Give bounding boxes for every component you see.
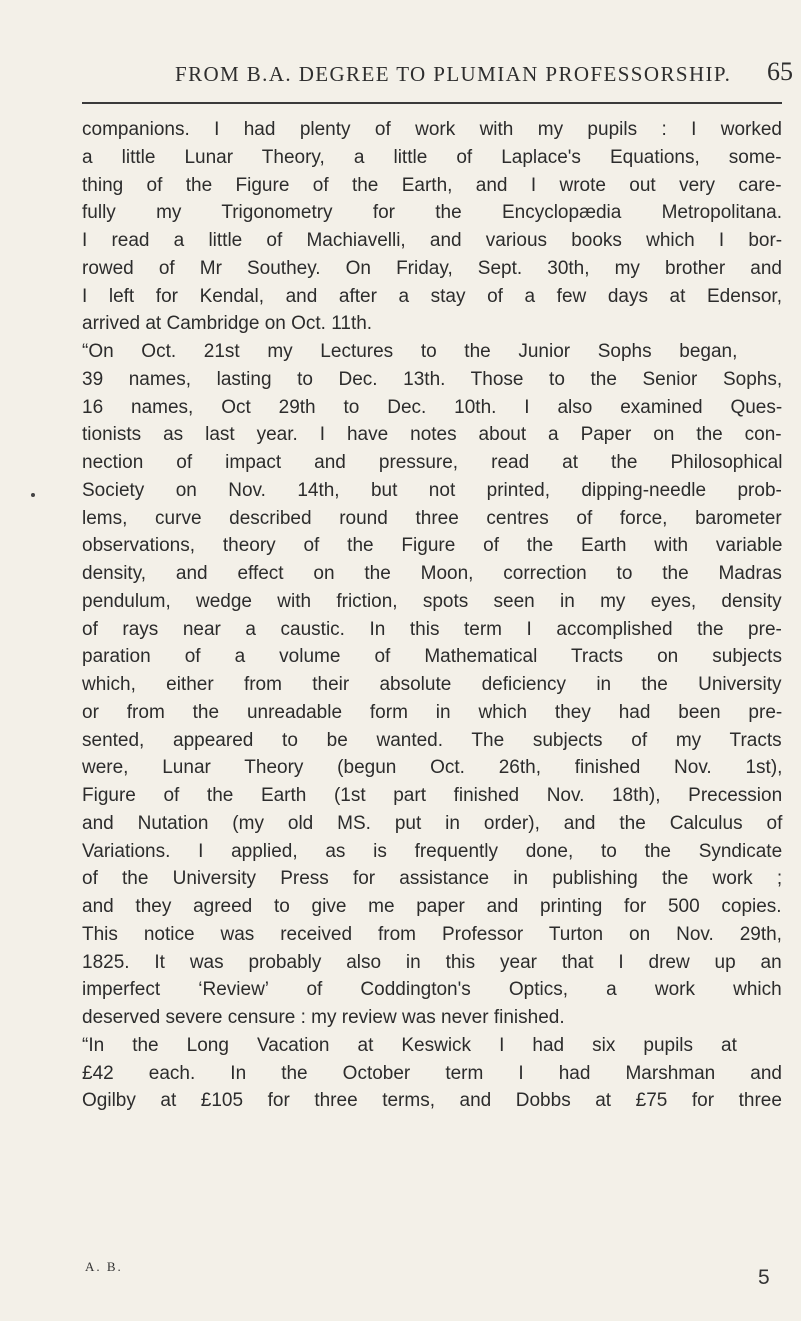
running-head [0,52,801,96]
text-line: Variations. I applied, as is frequently done, to the Syndicate [82,840,783,862]
text-line: tionists as last year. I have notes about a Paper on the con- [82,424,782,446]
text-line: sented, appeared to be wanted. The subjects of my Tracts [82,729,782,751]
text-line: or from the unreadable form in which they had been pre- [82,701,783,723]
text-line: and Nutation (my old MS. put in order), and the Calculus of [82,812,783,834]
text-line: thing of the Figure of the Earth, and I wrote out very care- [82,174,782,196]
text-line: companions. I had plenty of work with my pupils : I worked [82,119,782,140]
text-line: arrived at Cambridge on Oct. 11th. [82,313,373,335]
text-line: nection of impact and pressure, read at the Philosophical [82,452,783,473]
text-line: imperfect ‘Review’ of Coddington's Optics, a work which [82,979,782,1001]
text-line: 1825. It was probably also in this year that I drew up an [82,951,782,973]
text-line: observations, theory of the Figure of the Earth with variable [82,535,783,557]
running-title: FROM B.A. DEGREE TO PLUMIAN PROFESSORSHIP. [175,62,732,86]
text-line: density, and effect on the Moon, correction to the Madras [82,563,782,584]
text-line: paration of a volume of Mathematical Tracts on subjects [82,646,782,668]
text-line: which, either from their absolute deficiency in the University [82,674,782,695]
text-line: “In the Long Vacation at Keswick I had six pupils at [82,1034,737,1056]
text-line: of rays near a caustic. In this term I accomplished the pre- [82,618,782,640]
text-line: lems, curve described round three centres of force, barometer [82,507,782,529]
text-line: a little Lunar Theory, a little of Laplace's Equations, some- [82,146,782,168]
signature-number: 5 [758,1266,770,1289]
text-line: I read a little of Machiavelli, and various books which I bor- [82,230,783,251]
header-rule [82,102,782,104]
text-line: 16 names, Oct 29th to Dec. 10th. I also examined Ques- [82,396,783,418]
page-number: 65 [767,57,793,86]
text-line: were, Lunar Theory (begun Oct. 26th, finished Nov. 1st), [82,757,783,779]
text-line: rowed of Mr Southey. On Friday, Sept. 30th, my brother and [82,257,782,279]
margin-mark [31,493,35,497]
text-line: Figure of the Earth (1st part finished Nov. 18th), Precession [82,785,783,806]
text-line: Ogilby at £105 for three terms, and Dobbs at £75 for three [82,1090,782,1112]
text-line: This notice was received from Professor Turton on Nov. 29th, [82,923,782,945]
text-line: 39 names, lasting to Dec. 13th. Those to the Senior Sophs, [82,368,783,390]
text-line: of the University Press for assistance in publishing the work ; [82,868,783,890]
text-line: Society on Nov. 14th, but not printed, dipping-needle prob- [82,479,782,501]
text-line: deserved severe censure : my review was never finished. [82,1007,565,1028]
text-line: “On Oct. 21st my Lectures to the Junior Sophs began, [82,341,738,362]
body-text [82,116,798,1115]
text-line: fully my Trigonometry for the Encyclopædia Metropolitana. [82,202,782,224]
signature-mark: A. B. [85,1259,123,1274]
text-line: £42 each. In the October term I had Marshman and [82,1062,782,1084]
text-line: and they agreed to give me paper and printing for 500 copies. [82,896,782,917]
text-line: I left for Kendal, and after a stay of a few days at Edensor, [82,285,782,307]
text-line: pendulum, wedge with friction, spots seen in my eyes, density [82,590,782,612]
